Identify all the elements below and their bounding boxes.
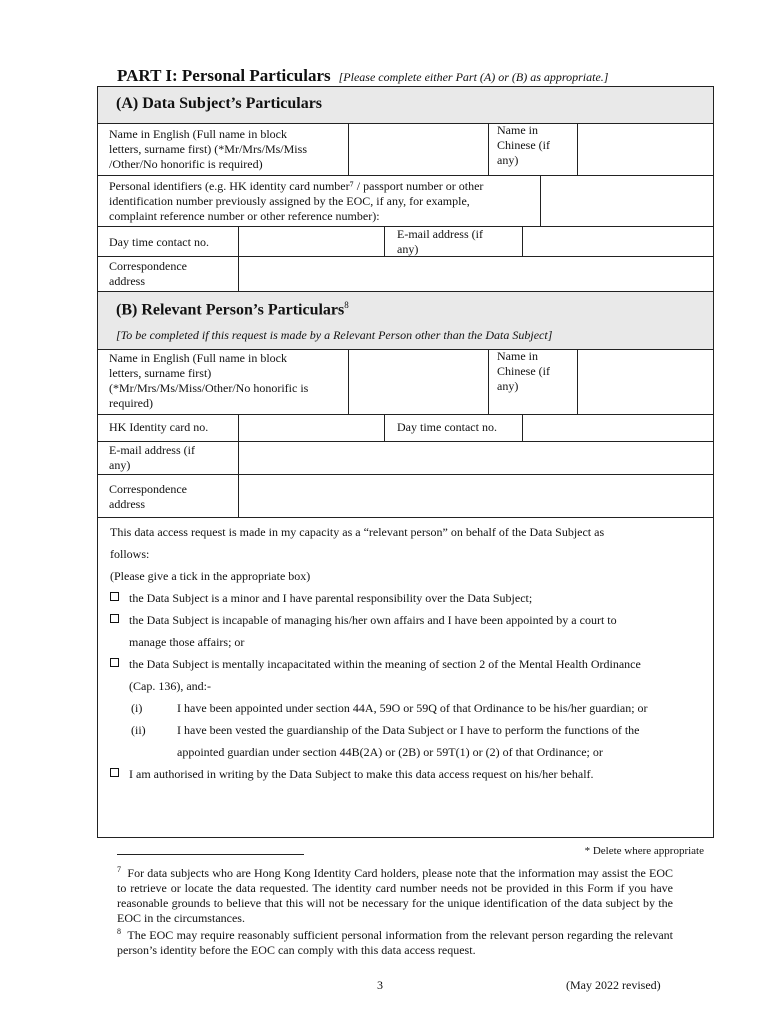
identifiers-label bbox=[109, 179, 483, 224]
revision-date: (May 2022 revised) bbox=[566, 978, 661, 992]
identifiers-field[interactable] bbox=[541, 175, 713, 226]
footnote-text: For data subjects who are Hong Kong Identity Card holders, please note that the information may assist the EOC to retrieve or locate the data requested. The identity card number needs not be provided in this Form if you have reasonable grounds to believe that this will not be necessary for the unique identification of the data subject by the EOC in the circumstances. bbox=[117, 866, 674, 925]
label-line: Chinese (if bbox=[497, 364, 550, 378]
section-a-title: (A) Data Subject’s Particulars bbox=[116, 95, 323, 112]
label-line: /Other/No honorific is required) bbox=[109, 157, 263, 171]
option-incapable bbox=[110, 613, 617, 628]
email-field[interactable] bbox=[523, 226, 713, 256]
section-b-header bbox=[98, 291, 713, 350]
tick-note: (Please give a tick in the appropriate box) bbox=[110, 569, 311, 583]
footnote-text: The EOC may require reasonably sufficient personal information from the relevant person regarding the relevant person’s identity before the EOC can comply with this data access request. bbox=[117, 928, 673, 957]
option-text: I am authorised in writing by the Data Subject to make this data access request on his/her behalf. bbox=[129, 767, 594, 781]
correspondence-field[interactable] bbox=[239, 256, 713, 291]
label-line: required) bbox=[109, 396, 153, 410]
label-line: Name in bbox=[497, 349, 538, 363]
label-line: address bbox=[109, 497, 145, 511]
part-title-note: [Please complete either Part (A) or (B) as appropriate.] bbox=[338, 70, 609, 84]
label-line: Chinese (if bbox=[497, 138, 550, 152]
personal-particulars-form bbox=[97, 86, 714, 838]
name-chinese-label bbox=[497, 123, 550, 168]
footnote-mark: 8 bbox=[117, 927, 121, 936]
footnote-divider bbox=[117, 854, 304, 855]
daytime-contact-label: Day time contact no. bbox=[109, 235, 209, 249]
option-mental-cont: (Cap. 136), and:- bbox=[129, 679, 211, 693]
rp-name-chinese-label bbox=[497, 349, 550, 394]
option-incapable-cont: manage those affairs; or bbox=[129, 635, 245, 649]
part-title bbox=[117, 66, 608, 86]
label-line: identification number previously assigned by the EOC, if any, for example, bbox=[109, 194, 470, 208]
label-line: Correspondence bbox=[109, 259, 187, 273]
capacity-intro-1: This data access request is made in my capacity as a “relevant person” on behalf of the Data Subject as bbox=[110, 525, 605, 539]
label-line: E-mail address (if bbox=[109, 443, 195, 457]
label-line: Correspondence bbox=[109, 482, 187, 496]
rp-name-english-field[interactable] bbox=[349, 349, 488, 414]
daytime-contact-field[interactable] bbox=[239, 226, 384, 256]
name-chinese-field[interactable] bbox=[578, 123, 713, 175]
rp-correspondence-field[interactable] bbox=[239, 474, 713, 517]
rp-hkid-label: HK Identity card no. bbox=[109, 420, 209, 434]
checkbox-mental[interactable] bbox=[110, 658, 119, 667]
footnote-ref: 8 bbox=[344, 300, 349, 310]
section-b-note: [To be completed if this request is made by a Relevant Person other than the Data Subject] bbox=[116, 328, 553, 342]
rp-email-field[interactable] bbox=[239, 441, 713, 474]
section-a-header bbox=[98, 87, 713, 124]
part-title-text: PART I: Personal Particulars bbox=[117, 66, 331, 85]
checkbox-incapable[interactable] bbox=[110, 614, 119, 623]
rp-email-label bbox=[109, 443, 195, 473]
label-line: (*Mr/Mrs/Ms/Miss/Other/No honorific is bbox=[109, 381, 309, 395]
email-label bbox=[397, 227, 483, 257]
delete-note: * Delete where appropriate bbox=[584, 845, 704, 857]
rp-correspondence-label bbox=[109, 482, 187, 512]
rp-hkid-field[interactable] bbox=[239, 414, 384, 441]
checkbox-minor[interactable] bbox=[110, 592, 119, 601]
sub-ii-text-cont: appointed guardian under section 44B(2A) or (2B) or 59T(1) or (2) of that Ordinance; or bbox=[177, 745, 603, 759]
correspondence-label bbox=[109, 259, 187, 289]
label-line: Name in English (Full name in block bbox=[109, 351, 287, 365]
label-line: address bbox=[109, 274, 145, 288]
label-line: complaint reference number or other reference number): bbox=[109, 209, 380, 223]
footnote-8 bbox=[117, 924, 673, 958]
label-line: any) bbox=[109, 458, 131, 472]
label-line: any) bbox=[497, 153, 519, 167]
label-line: Personal identifiers (e.g. HK identity card number⁷ / passport number or other bbox=[109, 179, 484, 193]
rp-name-chinese-field[interactable] bbox=[578, 349, 713, 414]
option-authorised bbox=[110, 767, 594, 782]
label-line: any) bbox=[497, 379, 519, 393]
label-line: letters, surname first) bbox=[109, 366, 212, 380]
option-minor bbox=[110, 591, 532, 606]
label-line: E-mail address (if bbox=[397, 227, 483, 241]
label-line: letters, surname first) (*Mr/Mrs/Ms/Miss bbox=[109, 142, 307, 156]
footnote-mark: 7 bbox=[117, 865, 121, 874]
name-english-label bbox=[109, 127, 307, 172]
sub-ii-text: I have been vested the guardianship of the Data Subject or I have to perform the functions of the bbox=[177, 723, 640, 737]
option-text: the Data Subject is incapable of managing his/her own affairs and I have been appointed by a court to bbox=[129, 613, 617, 627]
rp-daytime-contact-label: Day time contact no. bbox=[397, 420, 497, 434]
footnote-7 bbox=[117, 862, 673, 926]
sub-ii-label: (ii) bbox=[131, 723, 146, 737]
sub-i-text: I have been appointed under section 44A, 59O or 59Q of that Ordinance to be his/her guardian; or bbox=[177, 701, 648, 715]
rp-daytime-contact-field[interactable] bbox=[523, 414, 713, 441]
label-line: any) bbox=[397, 242, 419, 256]
label-line: Name in bbox=[497, 123, 538, 137]
name-english-field[interactable] bbox=[350, 123, 488, 175]
option-text: the Data Subject is mentally incapacitated within the meaning of section 2 of the Mental Health Ordinance bbox=[129, 657, 641, 671]
section-b-title bbox=[116, 300, 349, 319]
page-number: 3 bbox=[377, 978, 383, 992]
option-mental bbox=[110, 657, 641, 672]
label-line: Name in English (Full name in block bbox=[109, 127, 287, 141]
sub-i-label: (i) bbox=[131, 701, 143, 715]
checkbox-authorised[interactable] bbox=[110, 768, 119, 777]
capacity-intro-2: follows: bbox=[110, 547, 150, 561]
rp-name-english-label bbox=[109, 351, 308, 411]
option-text: the Data Subject is a minor and I have parental responsibility over the Data Subject; bbox=[129, 591, 533, 605]
section-b-title-text: (B) Relevant Person’s Particulars bbox=[116, 301, 345, 319]
